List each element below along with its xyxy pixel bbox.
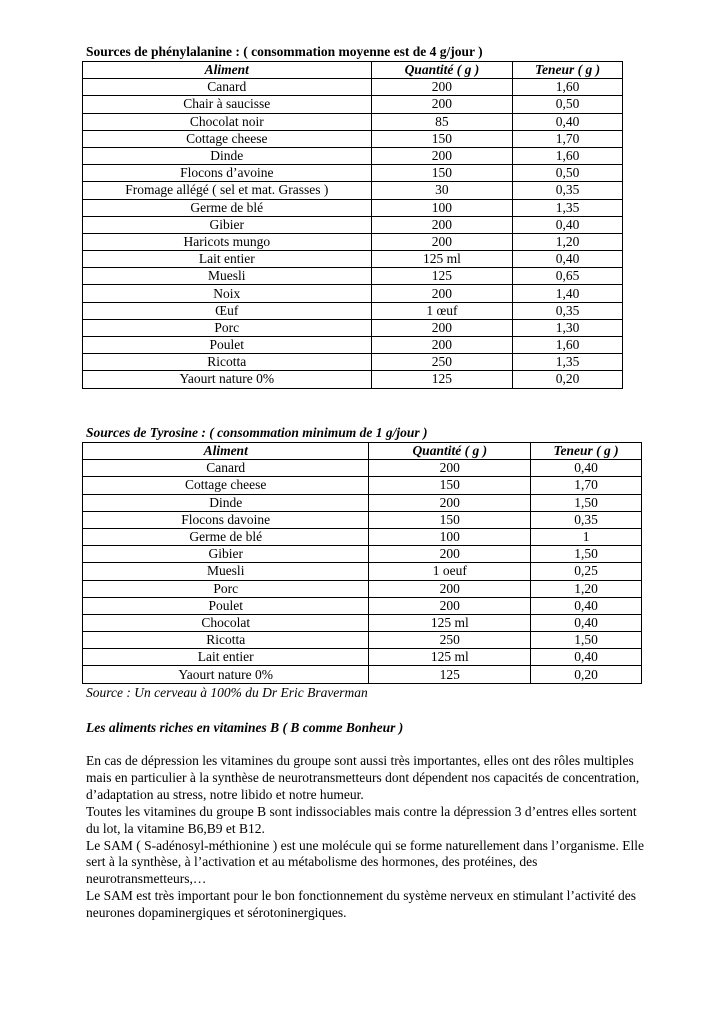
cell-aliment: Porc bbox=[83, 319, 372, 336]
table-row bbox=[83, 614, 642, 631]
cell-teneur: 1,60 bbox=[513, 147, 623, 164]
table-row bbox=[83, 165, 623, 182]
table-row bbox=[83, 511, 642, 528]
cell-aliment: Poulet bbox=[83, 337, 372, 354]
cell-teneur: 0,20 bbox=[513, 371, 623, 388]
cell-teneur: 0,65 bbox=[513, 268, 623, 285]
cell-quantite: 30 bbox=[371, 182, 513, 199]
column-header-aliment: Aliment bbox=[83, 62, 372, 79]
cell-teneur: 1,35 bbox=[513, 354, 623, 371]
table-row bbox=[83, 666, 642, 683]
table-row bbox=[83, 130, 623, 147]
cell-aliment: Chocolat noir bbox=[83, 113, 372, 130]
cell-teneur: 0,40 bbox=[531, 614, 642, 631]
table-row bbox=[83, 113, 623, 130]
table-row bbox=[83, 96, 623, 113]
cell-aliment: Germe de blé bbox=[83, 528, 369, 545]
paragraph: En cas de dépression les vitamines du groupe sont aussi très importantes, elles ont des rôles multiples mais en particulier à la synthèse de neurotransmetteurs dont dépendent nos capacités de concentration, d’adaptation au stress, notre libido et notre humeur. bbox=[86, 753, 640, 802]
cell-teneur: 1,20 bbox=[531, 580, 642, 597]
cell-quantite: 250 bbox=[371, 354, 513, 371]
cell-quantite: 1 oeuf bbox=[369, 563, 531, 580]
cell-teneur: 1,20 bbox=[513, 233, 623, 250]
column-header-quantite: Quantité ( g ) bbox=[369, 443, 531, 460]
table-row bbox=[83, 528, 642, 545]
cell-quantite: 85 bbox=[371, 113, 513, 130]
cell-aliment: Yaourt nature 0% bbox=[83, 666, 369, 683]
cell-aliment: Porc bbox=[83, 580, 369, 597]
tyrosine-table bbox=[82, 442, 642, 684]
cell-aliment: Flocons davoine bbox=[83, 511, 369, 528]
table-row bbox=[83, 546, 642, 563]
cell-teneur: 1,60 bbox=[513, 337, 623, 354]
table-row bbox=[83, 460, 642, 477]
table-row bbox=[83, 182, 623, 199]
cell-teneur: 0,50 bbox=[513, 96, 623, 113]
cell-aliment: Canard bbox=[83, 460, 369, 477]
cell-quantite: 200 bbox=[369, 494, 531, 511]
cell-teneur: 0,40 bbox=[513, 251, 623, 268]
cell-quantite: 125 ml bbox=[371, 251, 513, 268]
cell-teneur: 1,50 bbox=[531, 494, 642, 511]
cell-aliment: Dinde bbox=[83, 494, 369, 511]
cell-quantite: 200 bbox=[369, 597, 531, 614]
table-row bbox=[83, 649, 642, 666]
cell-quantite: 100 bbox=[369, 528, 531, 545]
table-row bbox=[83, 199, 623, 216]
cell-quantite: 200 bbox=[371, 79, 513, 96]
table2-caption: Sources de Tyrosine : ( consommation minimum de 1 g/jour ) bbox=[86, 425, 428, 440]
cell-aliment: Œuf bbox=[83, 302, 372, 319]
column-header-teneur: Teneur ( g ) bbox=[513, 62, 623, 79]
cell-quantite: 125 bbox=[371, 371, 513, 388]
cell-quantite: 125 ml bbox=[369, 649, 531, 666]
cell-teneur: 0,40 bbox=[531, 649, 642, 666]
cell-teneur: 1,60 bbox=[513, 79, 623, 96]
cell-quantite: 200 bbox=[371, 147, 513, 164]
cell-aliment: Muesli bbox=[83, 563, 369, 580]
cell-aliment: Lait entier bbox=[83, 649, 369, 666]
table-row bbox=[83, 285, 623, 302]
cell-quantite: 200 bbox=[371, 96, 513, 113]
cell-teneur: 0,50 bbox=[513, 165, 623, 182]
cell-aliment: Haricots mungo bbox=[83, 233, 372, 250]
cell-teneur: 1,50 bbox=[531, 632, 642, 649]
cell-aliment: Gibier bbox=[83, 546, 369, 563]
body-text bbox=[86, 753, 646, 922]
table-row bbox=[83, 477, 642, 494]
table-row bbox=[83, 233, 623, 250]
column-header-aliment: Aliment bbox=[83, 443, 369, 460]
cell-teneur: 0,20 bbox=[531, 666, 642, 683]
cell-quantite: 200 bbox=[371, 216, 513, 233]
cell-quantite: 125 bbox=[371, 268, 513, 285]
cell-aliment: Fromage allégé ( sel et mat. Grasses ) bbox=[83, 182, 372, 199]
cell-quantite: 125 bbox=[369, 666, 531, 683]
cell-quantite: 200 bbox=[369, 580, 531, 597]
cell-teneur: 1,30 bbox=[513, 319, 623, 336]
cell-teneur: 0,40 bbox=[513, 113, 623, 130]
paragraph: Le SAM est très important pour le bon fonctionnement du système nerveux en stimulant l’activité des neurones dopaminergiques et sérotoninergiques. bbox=[86, 888, 636, 921]
table-row bbox=[83, 302, 623, 319]
cell-quantite: 200 bbox=[371, 337, 513, 354]
column-header-quantite: Quantité ( g ) bbox=[371, 62, 513, 79]
table-row bbox=[83, 580, 642, 597]
cell-teneur: 1,50 bbox=[531, 546, 642, 563]
cell-teneur: 1 bbox=[531, 528, 642, 545]
cell-aliment: Cottage cheese bbox=[83, 477, 369, 494]
column-header-teneur: Teneur ( g ) bbox=[531, 443, 642, 460]
cell-aliment: Lait entier bbox=[83, 251, 372, 268]
cell-teneur: 0,40 bbox=[531, 597, 642, 614]
cell-aliment: Gibier bbox=[83, 216, 372, 233]
cell-quantite: 200 bbox=[369, 546, 531, 563]
table-header-row bbox=[83, 62, 623, 79]
cell-quantite: 200 bbox=[371, 285, 513, 302]
cell-aliment: Yaourt nature 0% bbox=[83, 371, 372, 388]
cell-teneur: 0,25 bbox=[531, 563, 642, 580]
cell-teneur: 0,40 bbox=[531, 460, 642, 477]
cell-teneur: 0,35 bbox=[531, 511, 642, 528]
table-row bbox=[83, 371, 623, 388]
cell-aliment: Canard bbox=[83, 79, 372, 96]
table-row bbox=[83, 337, 623, 354]
cell-quantite: 150 bbox=[371, 165, 513, 182]
cell-teneur: 0,40 bbox=[513, 216, 623, 233]
table-row bbox=[83, 147, 623, 164]
table-row bbox=[83, 251, 623, 268]
table-row bbox=[83, 494, 642, 511]
cell-aliment: Cottage cheese bbox=[83, 130, 372, 147]
cell-quantite: 150 bbox=[369, 477, 531, 494]
table-row bbox=[83, 354, 623, 371]
paragraph: Toutes les vitamines du groupe B sont indissociables mais contre la dépression 3 d’entres elles sortent du lot, la vitamine B6,B9 et B12. bbox=[86, 803, 637, 836]
table-row bbox=[83, 319, 623, 336]
cell-aliment: Noix bbox=[83, 285, 372, 302]
cell-aliment: Germe de blé bbox=[83, 199, 372, 216]
cell-quantite: 200 bbox=[371, 233, 513, 250]
phenylalanine-table bbox=[82, 61, 623, 389]
cell-teneur: 1,40 bbox=[513, 285, 623, 302]
cell-teneur: 0,35 bbox=[513, 182, 623, 199]
cell-quantite: 200 bbox=[369, 460, 531, 477]
paragraph: Le SAM ( S-adénosyl-méthionine ) est une molécule qui se forme naturellement dans l’organisme. Elle sert à la synthèse, à l’activation et au métabolisme des hormones, des protéines, des neurotransmetteurs,… bbox=[86, 837, 644, 887]
cell-teneur: 1,70 bbox=[513, 130, 623, 147]
cell-aliment: Dinde bbox=[83, 147, 372, 164]
table-row bbox=[83, 563, 642, 580]
table-header-row bbox=[83, 443, 642, 460]
source-citation: Source : Un cerveau à 100% du Dr Eric Braverman bbox=[86, 685, 368, 700]
cell-quantite: 150 bbox=[371, 130, 513, 147]
table-row bbox=[83, 597, 642, 614]
section-heading: Les aliments riches en vitamines B ( B comme Bonheur ) bbox=[86, 720, 404, 735]
table-row bbox=[83, 216, 623, 233]
cell-quantite: 1 œuf bbox=[371, 302, 513, 319]
cell-quantite: 200 bbox=[371, 319, 513, 336]
cell-teneur: 1,35 bbox=[513, 199, 623, 216]
cell-quantite: 125 ml bbox=[369, 614, 531, 631]
cell-aliment: Poulet bbox=[83, 597, 369, 614]
table-row bbox=[83, 268, 623, 285]
cell-aliment: Ricotta bbox=[83, 632, 369, 649]
cell-aliment: Chocolat bbox=[83, 614, 369, 631]
cell-quantite: 250 bbox=[369, 632, 531, 649]
table-row bbox=[83, 79, 623, 96]
cell-aliment: Flocons d’avoine bbox=[83, 165, 372, 182]
cell-aliment: Muesli bbox=[83, 268, 372, 285]
table1-caption: Sources de phénylalanine : ( consommation moyenne est de 4 g/jour ) bbox=[86, 44, 483, 59]
cell-aliment: Ricotta bbox=[83, 354, 372, 371]
cell-teneur: 1,70 bbox=[531, 477, 642, 494]
cell-quantite: 100 bbox=[371, 199, 513, 216]
cell-aliment: Chair à saucisse bbox=[83, 96, 372, 113]
cell-quantite: 150 bbox=[369, 511, 531, 528]
table-row bbox=[83, 632, 642, 649]
cell-teneur: 0,35 bbox=[513, 302, 623, 319]
